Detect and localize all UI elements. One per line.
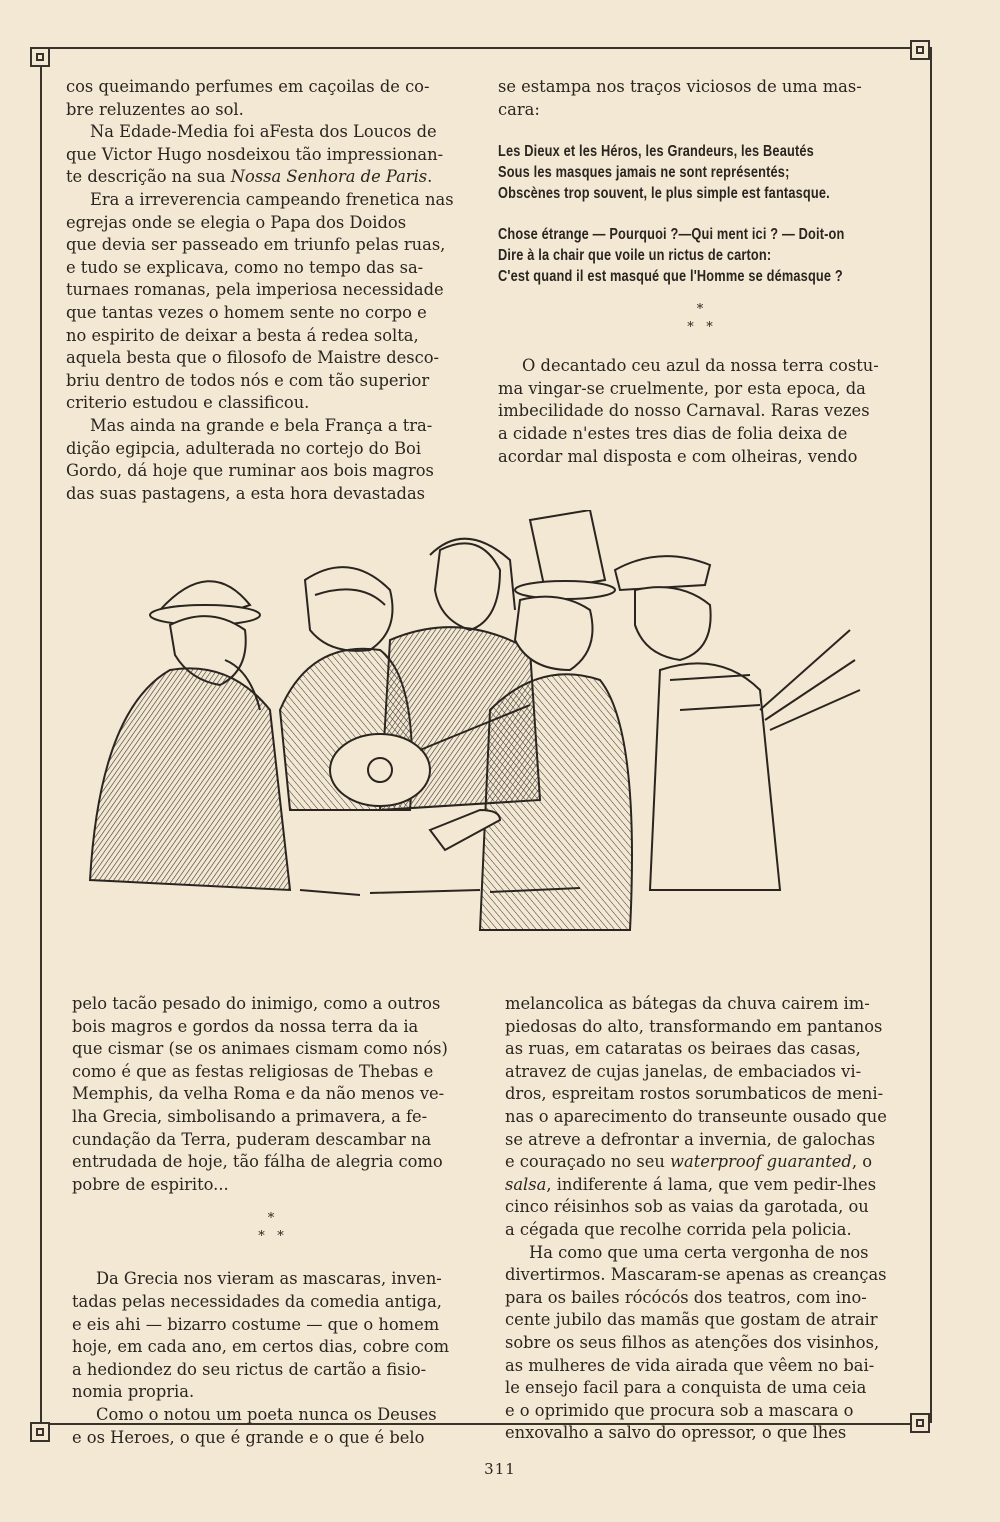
frame-right-line bbox=[930, 47, 932, 1423]
right-column-bottom bbox=[505, 993, 907, 1445]
paragraph: Ha como que uma certa vergonha de nos divertirmos. Mascaram-se apenas as creanças para os bailes rócócós dos teatros, com ino- cente jubilo das mamãs que gostam de atrair sobre os seus filhos as atenções dos visinhos, as mulheres de vida airada que vêem no bai- le ensejo facil para a conquista de uma ceia e o oprimido que procura sob a mascara o enxovalho a salvo do opressor, o que lhes bbox=[505, 1242, 887, 1443]
section-separator: * * * bbox=[687, 302, 713, 336]
right-column-top bbox=[498, 76, 902, 468]
page-number: 311 bbox=[484, 1460, 516, 1478]
paragraph: Da Grecia nos vieram as mascaras, inven- tadas pelas necessidades da comedia antiga, e eis ahi — bizarro costume — que o homem hoje, em cada ano, em certos dias, cobre com a hediondez do seu rictus de cartão a fisio- nomia propria. bbox=[72, 1269, 450, 1402]
carnival-illustration bbox=[60, 510, 920, 950]
french-verse-1: Les Dieux et les Héros, les Grandeurs, les Beautés Sous les masques jamais ne sont représentés; Obscènes trop souvent, le plus simple est fantasque. bbox=[498, 143, 830, 203]
paragraph: pelo tacão pesado do inimigo, como a outros bois magros e gordos da nossa terra da ia que cismar (se os animaes cismam como nós) como é que as festas religiosas de Thebas e Memphis, da velha Roma e da não menos ve- lha Grecia, simbolisando a primavera, a fe- cundação da Terra, puderam descambar na entrudada de hoje, tão fálha de alegria como pobre de espirito... bbox=[72, 994, 448, 1194]
paragraph: Na Edade-Media foi aFesta dos Loucos de que Victor Hugo nosdeixou tão impressionan- te descrição na sua Nossa Senhora de Paris. bbox=[66, 122, 444, 187]
frame-corner-ornament bbox=[910, 40, 930, 60]
french-verse-2: Chose étrange — Pourquoi ?—Qui ment ici ? — Doit-on Dire à la chair que voile un rictus de carton: C'est quand il est masqué que l'Homme se démasque ? bbox=[498, 226, 845, 286]
left-column-bottom bbox=[72, 993, 470, 1449]
paragraph: melancolica as bátegas da chuva cairem im- piedosas do alto, transformando em pantanos as ruas, em cataratas os beiraes das casas, atravez de cujas janelas, de embaciados vi- dros, espreitam rostos sorumbaticos de meni- nas o aparecimento do transeunte ousado que se atreve a defrontar a invernia, de galochas e couraçado no seu waterproof guaranted, o salsa, indiferente á lama, que vem pedir-lhes cinco réisinhos sob as vaias da garotada, ou a cégada que recolhe corrida pela policia. bbox=[505, 994, 887, 1239]
paragraph: Como o notou um poeta nunca os Deuses e os Heroes, o que é grande e o que é belo bbox=[72, 1404, 437, 1447]
paragraph: cos queimando perfumes em caçoilas de co- bre reluzentes ao sol. bbox=[66, 77, 430, 119]
paragraph: O decantado ceu azul da nossa terra costu- ma vingar-se cruelmente, por esta epoca, da imbecilidade do nosso Carnaval. Raras vezes a cidade n'estes tres dias de folia deixa de acordar mal disposta e com olheiras, vendo bbox=[498, 356, 879, 466]
section-separator: * * * bbox=[258, 1211, 284, 1245]
paragraph: Era a irreverencia campeando frenetica nas egrejas onde se elegia o Papa dos Doidos que devia ser passeado em triunfo pelas ruas, e tudo se explicava, como no tempo das sa- turnaes romanas, pela imperiosa necessidade que tantas vezes o homem sente no corpo e no espirito de deixar a besta á redea solta, aquela besta que o filosofo de Maistre desco- briu dentro de todos nós e com tão superior criterio estudou e classificou. bbox=[66, 189, 454, 413]
left-column-top bbox=[66, 76, 464, 505]
frame-corner-ornament bbox=[30, 1422, 50, 1442]
paragraph: Mas ainda na grande e bela França a tra- dição egipcia, adulterada no cortejo do Boi Gordo, dá hoje que ruminar aos bois magros das suas pastagens, a esta hora devastadas bbox=[66, 415, 434, 503]
frame-corner-ornament bbox=[910, 1413, 930, 1433]
frame-left-line bbox=[40, 47, 42, 1423]
frame-top-line bbox=[40, 47, 930, 49]
paragraph: se estampa nos traços viciosos de uma mas- cara: bbox=[498, 77, 862, 119]
frame-corner-ornament bbox=[30, 47, 50, 67]
